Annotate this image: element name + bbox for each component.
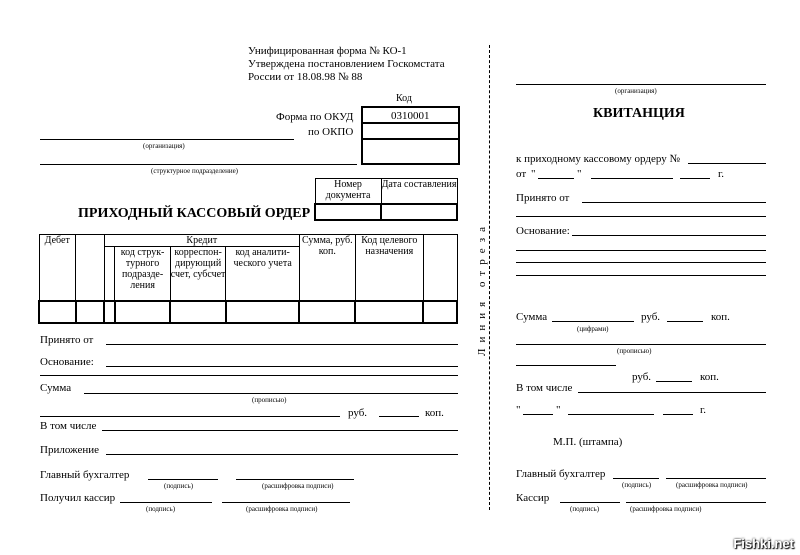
receipt-rub-label: руб. bbox=[641, 311, 661, 323]
receipt-org-hint: (организация) bbox=[615, 87, 657, 95]
empty-subheader bbox=[104, 247, 115, 301]
receipt-quote-open: " bbox=[531, 168, 536, 180]
receipt-rub-label-2: руб. bbox=[632, 371, 652, 383]
kod-label: Код bbox=[396, 93, 412, 104]
receipt-month-line[interactable] bbox=[591, 178, 673, 179]
receipt-title: КВИТАНЦИЯ bbox=[593, 106, 685, 121]
glavbuh-label: Главный бухгалтер bbox=[40, 469, 130, 481]
struct-code-cell[interactable] bbox=[115, 301, 170, 323]
kop-line[interactable] bbox=[379, 416, 419, 417]
receipt-mp-label: М.П. (штампа) bbox=[553, 436, 623, 448]
subdivision-line[interactable] bbox=[40, 164, 357, 165]
kassir-rasshifrovka-hint: (расшифровка подписи) bbox=[246, 505, 318, 513]
receipt-kop-label-2: коп. bbox=[700, 371, 719, 383]
kassir-podpis-hint: (подпись) bbox=[146, 505, 176, 513]
osnovanie-line-2[interactable] bbox=[40, 375, 458, 376]
organization-hint: (организация) bbox=[143, 142, 185, 150]
receipt-summa-digits-line[interactable] bbox=[552, 321, 634, 322]
receipt-prinyato-ot-line-2[interactable] bbox=[516, 216, 766, 217]
receipt-summa-words-line-2[interactable] bbox=[516, 365, 616, 366]
organization-line[interactable] bbox=[40, 139, 294, 140]
order-title: ПРИХОДНЫЙ КАССОВЫЙ ОРДЕР bbox=[78, 206, 311, 221]
receipt-kassir-signature-line[interactable] bbox=[560, 502, 620, 503]
osnovanie-line[interactable] bbox=[106, 366, 458, 367]
doc-number-date-table bbox=[314, 178, 458, 221]
v-tom-chisle-line[interactable] bbox=[102, 430, 458, 431]
empty-cell-2[interactable] bbox=[104, 301, 115, 323]
receipt-day-line[interactable] bbox=[538, 178, 574, 179]
empty-header-1 bbox=[76, 235, 105, 301]
doc-number-header: Номер документа bbox=[315, 179, 381, 204]
receipt-quote-close: " bbox=[577, 168, 582, 180]
receipt-glavbuh-podpis-hint: (подпись) bbox=[622, 481, 652, 489]
receipt-kop-line-2[interactable] bbox=[656, 381, 692, 382]
doc-date-cell[interactable] bbox=[381, 204, 457, 220]
summa-line-2[interactable] bbox=[40, 416, 340, 417]
summa-header: Сумма, руб. коп. bbox=[299, 235, 355, 301]
analytic-code-header: код аналити-ческого учета bbox=[226, 247, 299, 301]
receipt-ot-label: от bbox=[516, 168, 527, 180]
receipt-prinyato-ot-label: Принято от bbox=[516, 192, 570, 204]
receipt-year-line[interactable] bbox=[680, 178, 710, 179]
receipt-osnovanie-label: Основание: bbox=[516, 225, 570, 237]
corr-account-header: корреспон-дирующий счет, субсчет bbox=[170, 247, 226, 301]
receipt-date-month-line[interactable] bbox=[568, 414, 654, 415]
summa-cell[interactable] bbox=[299, 301, 355, 323]
receipt-glavbuh-signature-line[interactable] bbox=[613, 478, 659, 479]
receipt-year-label: г. bbox=[718, 168, 725, 180]
form-line-3: России от 18.08.98 № 88 bbox=[248, 71, 363, 83]
receipt-prinyato-ot-line[interactable] bbox=[582, 202, 766, 203]
glavbuh-rasshifrovka-hint: (расшифровка подписи) bbox=[262, 482, 334, 490]
corr-account-cell[interactable] bbox=[170, 301, 226, 323]
debet-header: Дебет bbox=[39, 235, 76, 301]
receipt-org-line[interactable] bbox=[516, 84, 766, 85]
receipt-kop-line[interactable] bbox=[667, 321, 703, 322]
receipt-osnovanie-line[interactable] bbox=[572, 235, 766, 236]
form-line-1: Унифицированная форма № КО-1 bbox=[248, 45, 407, 57]
receipt-kassir-name-line[interactable] bbox=[626, 502, 766, 503]
k-orderu-label: к приходному кассовому ордеру № bbox=[516, 153, 680, 165]
receipt-kop-label: коп. bbox=[711, 311, 730, 323]
receipt-kassir-rasshifrovka-hint: (расшифровка подписи) bbox=[630, 505, 702, 513]
receipt-osnovanie-line-4[interactable] bbox=[516, 275, 766, 276]
receipt-date-day-line[interactable] bbox=[523, 414, 553, 415]
okud-value: 0310001 bbox=[391, 110, 430, 122]
order-number-line[interactable] bbox=[688, 163, 766, 164]
receipt-v-tom-chisle-line[interactable] bbox=[578, 392, 766, 393]
kredit-header: Кредит bbox=[104, 235, 299, 247]
cut-line-divider bbox=[489, 45, 490, 510]
prinyato-ot-line[interactable] bbox=[106, 344, 458, 345]
struct-code-header: код струк-турного подразде-ления bbox=[115, 247, 170, 301]
receipt-osnovanie-line-2[interactable] bbox=[516, 250, 766, 251]
prinyato-ot-label: Принято от bbox=[40, 334, 94, 346]
prilozhenie-line[interactable] bbox=[106, 454, 458, 455]
v-tom-chisle-label: В том числе bbox=[40, 420, 97, 432]
kop-label: коп. bbox=[425, 407, 444, 419]
debet-cell[interactable] bbox=[39, 301, 76, 323]
receipt-propisyu-hint: (прописью) bbox=[617, 347, 652, 355]
rub-label: руб. bbox=[348, 407, 368, 419]
cut-line-label: Линия отреза bbox=[476, 221, 488, 356]
watermark: Fishki.net bbox=[733, 536, 794, 551]
receipt-summa-words-line[interactable] bbox=[516, 344, 766, 345]
okud-label: Форма по ОКУД bbox=[276, 111, 354, 123]
receipt-kassir-podpis-hint: (подпись) bbox=[570, 505, 600, 513]
glavbuh-signature-line[interactable] bbox=[148, 479, 218, 480]
doc-date-header: Дата составления bbox=[381, 179, 457, 204]
summa-line[interactable] bbox=[84, 393, 458, 394]
okpo-label: по ОКПО bbox=[308, 126, 354, 138]
poluchil-kassir-label: Получил кассир bbox=[40, 492, 116, 504]
summa-label: Сумма bbox=[40, 382, 72, 394]
receipt-date-quote-open: " bbox=[516, 404, 521, 416]
receipt-date-year-line[interactable] bbox=[663, 414, 693, 415]
accounting-table bbox=[38, 234, 458, 324]
subdivision-hint: (структурное подразделение) bbox=[151, 167, 239, 175]
receipt-glavbuh-name-line[interactable] bbox=[666, 478, 766, 479]
doc-number-cell[interactable] bbox=[315, 204, 381, 220]
receipt-summa-label: Сумма bbox=[516, 311, 548, 323]
glavbuh-name-line[interactable] bbox=[236, 479, 354, 480]
subdivision-code-box[interactable] bbox=[361, 138, 460, 165]
receipt-osnovanie-line-3[interactable] bbox=[516, 262, 766, 263]
receipt-date-quote-close: " bbox=[556, 404, 561, 416]
osnovanie-label: Основание: bbox=[40, 356, 94, 368]
empty-header-2 bbox=[423, 235, 457, 301]
receipt-v-tom-chisle-label: В том числе bbox=[516, 382, 573, 394]
receipt-kassir-label: Кассир bbox=[516, 492, 550, 504]
propisyu-hint: (прописью) bbox=[252, 396, 287, 404]
form-line-2: Утверждена постановлением Госкомстата bbox=[248, 58, 445, 70]
target-code-cell[interactable] bbox=[355, 301, 423, 323]
receipt-date-year-label: г. bbox=[700, 404, 707, 416]
target-code-header: Код целевого назначения bbox=[355, 235, 423, 301]
receipt-glavbuh-rasshifrovka-hint: (расшифровка подписи) bbox=[676, 481, 748, 489]
glavbuh-podpis-hint: (подпись) bbox=[164, 482, 194, 490]
receipt-glavbuh-label: Главный бухгалтер bbox=[516, 468, 606, 480]
empty-cell-1[interactable] bbox=[76, 301, 105, 323]
analytic-code-cell[interactable] bbox=[226, 301, 299, 323]
receipt-ciframi-hint: (цифрами) bbox=[577, 325, 609, 333]
empty-cell-3[interactable] bbox=[423, 301, 457, 323]
kassir-signature-line[interactable] bbox=[120, 502, 212, 503]
prilozhenie-label: Приложение bbox=[40, 444, 100, 456]
kassir-name-line[interactable] bbox=[222, 502, 350, 503]
